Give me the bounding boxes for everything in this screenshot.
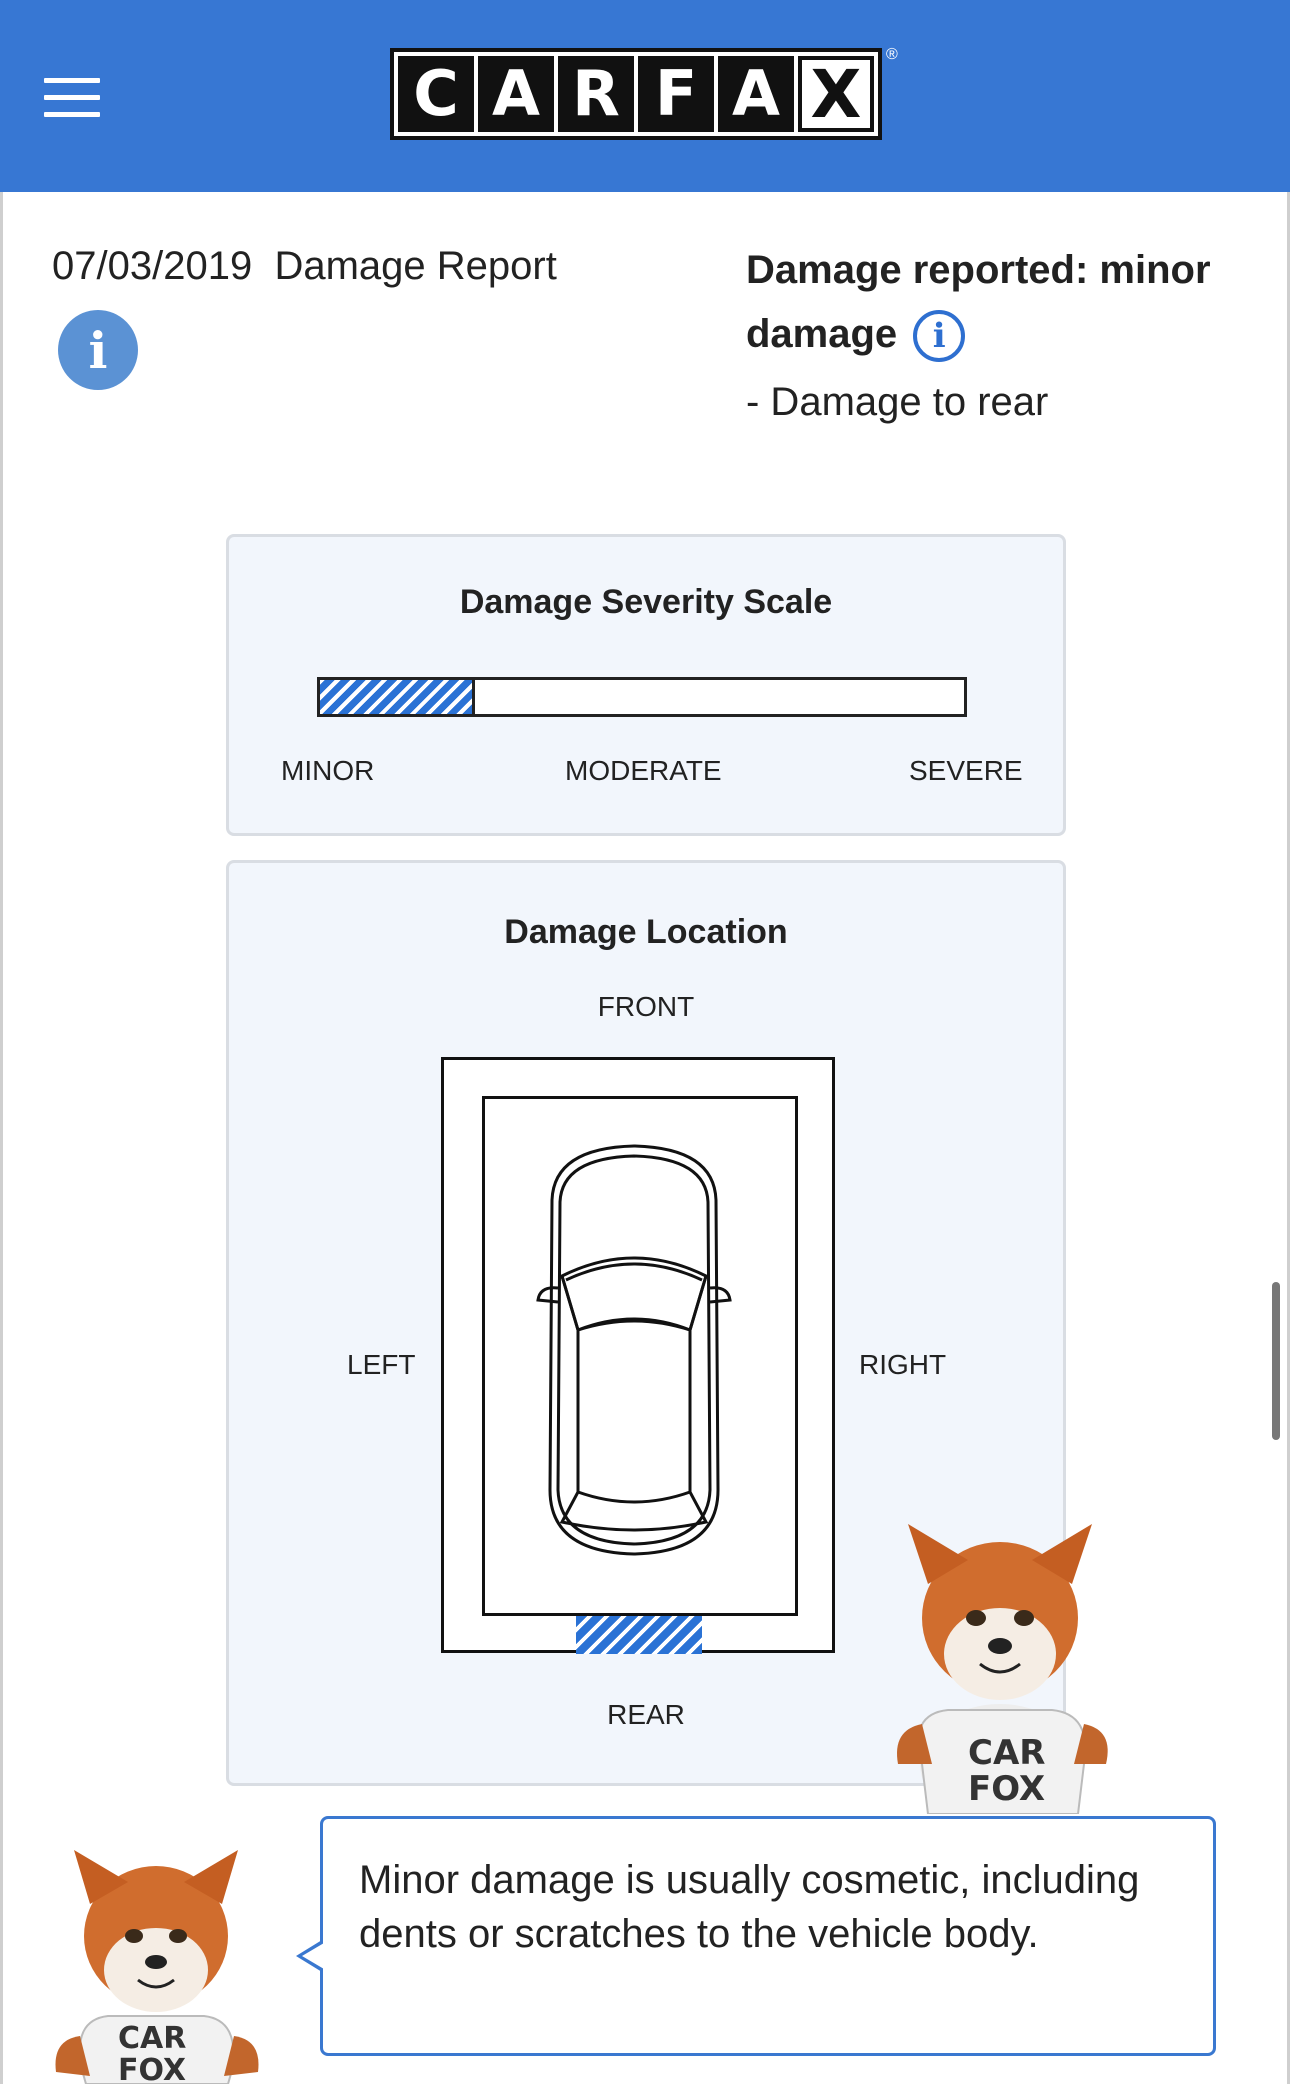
location-left-label: LEFT [347,1349,416,1380]
record-date: 07/03/2019 [52,244,253,288]
severity-title: Damage Severity Scale [459,583,833,621]
damage-reported-label: Damage reported: minor damage [746,248,1211,356]
logo-letter: A [718,56,794,132]
logo-letter: C [398,56,474,132]
carfax-logo[interactable] [390,48,882,140]
info-icon[interactable]: i [58,310,138,390]
scrollbar[interactable] [1272,1282,1280,1440]
record-title: Damage Report [274,244,557,288]
location-rear-label: REAR [607,1699,685,1730]
logo-letter: A [478,56,554,132]
severity-scale-bar [317,677,967,717]
hamburger-menu-icon[interactable] [44,78,100,118]
registered-mark: ® [886,46,898,63]
record-heading [52,244,557,289]
severity-card [226,534,1066,836]
tip-text: Minor damage is usually cosmetic, including dents or scratches to the vehicle body. [359,1858,1140,1956]
tip-bubble [320,1816,1216,2056]
content-border-left [0,192,3,2084]
severity-scale-fill [320,680,475,714]
carfox-mascot-image [52,1840,262,2084]
fox-shirt-line2: FOX [118,2053,187,2084]
tip-bubble-tail-inner [302,1943,324,1969]
fox-shirt-line1: CAR [118,2021,187,2056]
location-right-label: RIGHT [859,1349,947,1380]
rear-damage-highlight [576,1616,702,1654]
fox-shirt-line1: CAR [968,1733,1046,1773]
logo-letter: R [558,56,634,132]
location-title: Damage Location [504,913,788,951]
logo-letter: X [798,56,874,132]
severity-label-minor: MINOR [281,755,375,786]
app-header [0,0,1290,192]
damage-reported-text [746,238,1266,366]
carfox-mascot-image [888,1514,1116,1814]
location-front-label: FRONT [597,991,695,1022]
fox-shirt-line2: FOX [968,1769,1046,1809]
vehicle-diagram [441,1057,835,1653]
logo-letter: F [638,56,714,132]
severity-label-severe: SEVERE [909,755,1023,786]
damage-detail: - Damage to rear [746,380,1049,424]
severity-label-moderate: MODERATE [565,755,722,786]
damage-info-icon[interactable]: i [913,310,965,362]
car-topview-icon [514,1140,754,1570]
